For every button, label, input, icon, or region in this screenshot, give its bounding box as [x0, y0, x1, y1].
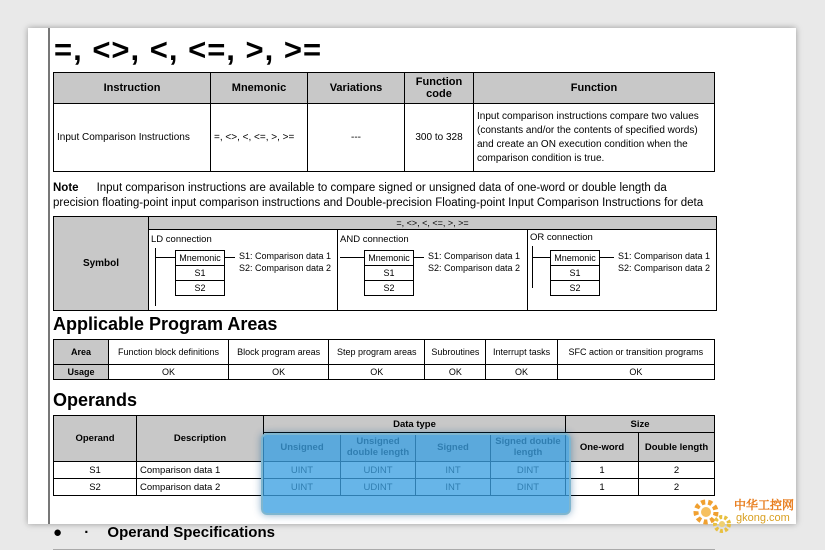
box-s2: S2	[383, 283, 395, 293]
instruction-table	[53, 72, 715, 172]
watermark	[690, 494, 820, 540]
symbol-or	[528, 230, 716, 310]
cell-function: Input comparison instructions compare two values (constants and/or the contents of specified words) and create an ON execution condition when the comparison condition is true.	[474, 104, 715, 172]
symbol-and	[338, 230, 527, 310]
dash-glyph: ·	[84, 524, 90, 541]
area-col: Block program areas	[229, 340, 329, 365]
operand-header: Operand	[54, 416, 137, 462]
watermark-text: 中华工控网	[734, 498, 795, 512]
note-line-1: Input comparison instructions are available to compare signed or unsigned data of one-word or double length da	[96, 182, 667, 194]
box-mnemonic: Mnemonic	[365, 251, 413, 266]
description-cell: Comparison data 2	[137, 479, 264, 496]
instruction-box	[175, 250, 225, 296]
desc-s2: S2: Comparison data 2	[618, 263, 711, 273]
description-header: Description	[137, 416, 264, 462]
size-cell: 2	[639, 462, 715, 479]
box-s2: S2	[569, 283, 581, 293]
symbol-label: Symbol	[54, 217, 149, 310]
usage-value: OK	[557, 365, 714, 380]
header-mnemonic: Mnemonic	[211, 73, 308, 104]
size-cell: 2	[639, 479, 715, 496]
ladder-wire-out	[225, 257, 235, 258]
desc-s2: S2: Comparison data 2	[239, 263, 332, 273]
highlight-overlay	[261, 433, 571, 515]
desc-s1: S1: Comparison data 1	[428, 251, 521, 261]
usage-value: OK	[329, 365, 425, 380]
and-connection-label: AND connection	[340, 234, 409, 245]
operand-spec-heading	[53, 524, 275, 541]
box-s1: S1	[551, 266, 599, 281]
area-col: SFC action or transition programs	[557, 340, 714, 365]
box-mnemonic: Mnemonic	[551, 251, 599, 266]
symbol-desc	[618, 250, 710, 274]
program-areas-heading: Applicable Program Areas	[53, 314, 278, 334]
ladder-wire	[532, 257, 550, 258]
symbol-desc	[239, 250, 331, 274]
program-areas-table	[53, 339, 715, 380]
symbol-ld	[149, 230, 337, 310]
cell-variations: ---	[308, 104, 405, 172]
operand-cell: S2	[54, 479, 137, 496]
note-block	[53, 181, 813, 211]
usage-value: OK	[229, 365, 329, 380]
usage-label: Usage	[54, 365, 109, 380]
size-double: Double length	[639, 433, 715, 462]
size-cell: 1	[566, 479, 639, 496]
area-col: Interrupt tasks	[486, 340, 557, 365]
size-cell: 1	[566, 462, 639, 479]
watermark-url: gkong.com	[736, 512, 790, 524]
ladder-wire-out	[600, 257, 614, 258]
area-col: Function block definitions	[109, 340, 229, 365]
area-col: Step program areas	[329, 340, 425, 365]
page-title: =, <>, <, <=, >, >=	[54, 32, 323, 67]
usage-value: OK	[109, 365, 229, 380]
desc-s1: S1: Comparison data 1	[618, 251, 711, 261]
margin-line	[48, 28, 50, 524]
box-s2: S2	[194, 283, 206, 293]
note-label: Note	[53, 182, 79, 194]
size-one-word: One-word	[566, 433, 639, 462]
ld-connection-label: LD connection	[151, 234, 212, 245]
box-s1: S1	[365, 266, 413, 281]
area-col: Subroutines	[425, 340, 486, 365]
size-header: Size	[566, 416, 715, 433]
header-variations: Variations	[308, 73, 405, 104]
area-label: Area	[54, 340, 109, 365]
header-instruction: Instruction	[54, 73, 211, 104]
cell-function-code: 300 to 328	[405, 104, 474, 172]
symbol-table	[53, 216, 717, 311]
operand-cell: S1	[54, 462, 137, 479]
usage-value: OK	[425, 365, 486, 380]
or-connection-label: OR connection	[530, 232, 593, 243]
instruction-box	[364, 250, 414, 296]
note-line-2: precision floating-point input comparison instructions and Double-precision Floating-point Input Comparison Instructions for deta	[53, 197, 704, 209]
symbol-desc	[428, 250, 520, 274]
cell-instruction: Input Comparison Instructions	[54, 104, 211, 172]
operand-spec-title: Operand Specifications	[107, 524, 275, 541]
usage-value: OK	[486, 365, 557, 380]
header-function-code: Function code	[405, 73, 474, 104]
ladder-rail	[532, 246, 533, 288]
ladder-wire	[155, 257, 175, 258]
operands-heading: Operands	[53, 390, 138, 410]
symbol-header: =, <>, <, <=, >, >=	[149, 217, 716, 230]
box-mnemonic: Mnemonic	[176, 251, 224, 266]
description-cell: Comparison data 1	[137, 462, 264, 479]
header-function: Function	[474, 73, 715, 104]
cell-mnemonic: =, <>, <, <=, >, >=	[211, 104, 308, 172]
box-s1: S1	[176, 266, 224, 281]
instruction-box	[550, 250, 600, 296]
bullet-icon: ●	[53, 524, 63, 541]
data-type-header: Data type	[264, 416, 566, 433]
desc-s1: S1: Comparison data 1	[239, 251, 332, 261]
ladder-wire-out	[414, 257, 424, 258]
desc-s2: S2: Comparison data 2	[428, 263, 521, 273]
ladder-wire	[340, 257, 364, 258]
gear-icon	[690, 494, 732, 536]
